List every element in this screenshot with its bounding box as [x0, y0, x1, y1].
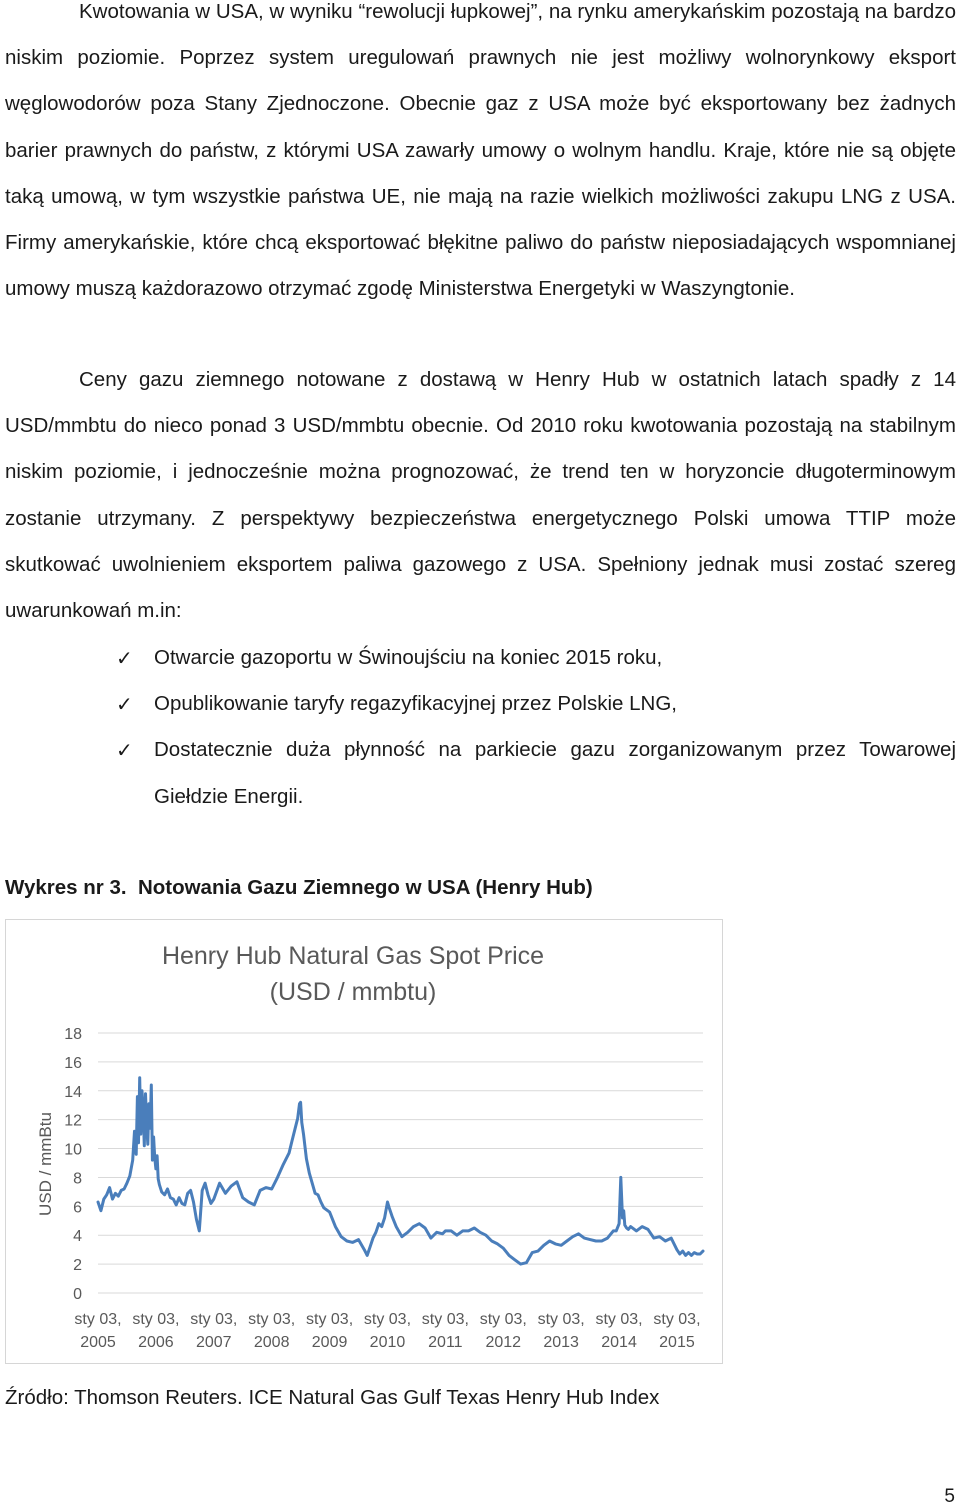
- x-tick-label-2013-line2: 2013: [543, 1334, 579, 1351]
- check-icon: ✓: [116, 646, 133, 670]
- x-tick-label-2010-line1: sty 03,: [363, 1311, 412, 1328]
- y-tick-label-8: 8: [73, 1170, 82, 1188]
- chart-title-line-1: Henry Hub Natural Gas Spot Price: [161, 942, 545, 970]
- y-tick-label-6: 6: [73, 1199, 82, 1217]
- check-icon: ✓: [116, 738, 133, 763]
- x-tick-label-2012-line1: sty 03,: [479, 1311, 527, 1328]
- x-tick-label-2007-line1: sty 03,: [190, 1311, 238, 1328]
- x-tick-label-2008-line1: sty 03,: [248, 1311, 296, 1328]
- chart-caption: Wykres nr 3. Notowania Gazu Ziemnego w USA (Henry Hub): [5, 876, 593, 899]
- x-tick-label-2006-line2: 2006: [138, 1334, 174, 1351]
- list-item: [0, 635, 956, 681]
- list-item-text: Opublikowanie taryfy regazyfikacyjnej przez Polskie LNG,: [154, 692, 677, 716]
- x-tick-label-2006-line1: sty 03,: [132, 1311, 180, 1328]
- page-number: 5: [944, 1486, 955, 1507]
- chart-title-line-2: (USD / mmbtu): [269, 978, 437, 1006]
- y-tick-label-12: 12: [64, 1112, 82, 1130]
- x-tick-label-2011-line1: sty 03,: [421, 1311, 469, 1328]
- y-tick-label-18: 18: [64, 1026, 82, 1043]
- x-tick-label-2009-line1: sty 03,: [306, 1311, 354, 1328]
- y-tick-label-2: 2: [73, 1257, 82, 1275]
- y-tick-label-4: 4: [73, 1228, 82, 1246]
- x-tick-label-2011-line2: 2011: [428, 1334, 463, 1351]
- list-item-text: Dostatecznie duża płynność na parkiecie gazu zorganizowanym przez Towarowej Giełdzie Energii.: [154, 738, 956, 808]
- x-tick-label-2014-line2: 2014: [601, 1334, 637, 1351]
- chart-frame: [5, 919, 723, 1364]
- list-item-text: Otwarcie gazoportu w Świnoujściu na koniec 2015 roku,: [154, 646, 663, 669]
- y-tick-label-0: 0: [73, 1286, 82, 1303]
- y-tick-label-16: 16: [64, 1054, 82, 1072]
- y-tick-label-14: 14: [64, 1083, 82, 1101]
- check-icon: ✓: [116, 692, 133, 717]
- x-tick-label-2008-line2: 2008: [253, 1334, 290, 1351]
- paragraph-lng-export: Kwotowania w USA, w wyniku “rewolucji łupkowej”, na rynku amerykańskim pozostają na bardzo niskim poziomie. Poprzez system uregulowań prawnych nie jest możliwy wolnorynkowy eksport węglowodorów poza Stany Zjednoczone. Obecnie gaz z USA może być eksportowany bez żadnych barier prawnych do państw, z którymi USA zawarły umowy o wolnym handlu. Kraje, które nie są objęte taką umową, w tym wszystkie państwa UE, nie mają na razie wielkich możliwości zakupu LNG z USA. Firmy amerykańskie, które chcą eksportować błękitne paliwo do państw nieposiadających wspomnianej umowy muszą każdorazowo otrzymać zgodę Ministerstwa Energetyki w Waszyngtonie.: [5, 0, 956, 301]
- x-tick-label-2010-line2: 2010: [369, 1334, 406, 1351]
- conditions-checklist: [0, 635, 960, 820]
- paragraph-henry-hub-prices: Ceny gazu ziemnego notowane z dostawą w Henry Hub w ostatnich latach spadły z 14 USD/mmbtu do nieco ponad 3 USD/mmbtu obecnie. Od 2010 roku kwotowania pozostają na stabilnym niskim poziomie, i jednocześnie można prognozować, że trend ten w horyzoncie długoterminowym zostanie utrzymany. Z perspektywy bezpieczeństwa energetycznego Polski umowa TTIP może skutkować uwolnieniem eksportem paliwa gazowego z USA. Spełniony jednak musi zostać szereg uwarunkowań m.in:: [5, 368, 956, 623]
- x-tick-label-2015-line1: sty 03,: [653, 1311, 701, 1328]
- list-item: [0, 681, 956, 727]
- list-item: [0, 727, 956, 819]
- x-tick-label-2014-line1: sty 03,: [595, 1311, 643, 1328]
- y-tick-label-10: 10: [64, 1141, 82, 1159]
- x-tick-label-2005-line1: sty 03,: [74, 1311, 122, 1328]
- x-tick-label-2005-line2: 2005: [80, 1334, 116, 1351]
- x-tick-label-2007-line2: 2007: [195, 1334, 232, 1351]
- x-tick-label-2013-line1: sty 03,: [537, 1311, 585, 1328]
- y-axis-label: USD / mmBtu: [36, 1112, 55, 1216]
- source-note: Źródło: Thomson Reuters. ICE Natural Gas Gulf Texas Henry Hub Index: [5, 1386, 660, 1409]
- x-tick-label-2015-line2: 2015: [659, 1334, 695, 1351]
- x-tick-label-2009-line2: 2009: [311, 1334, 348, 1351]
- series-line-0: [98, 1078, 703, 1264]
- x-tick-label-2012-line2: 2012: [485, 1334, 522, 1351]
- henry-hub-line-chart: [6, 920, 724, 1365]
